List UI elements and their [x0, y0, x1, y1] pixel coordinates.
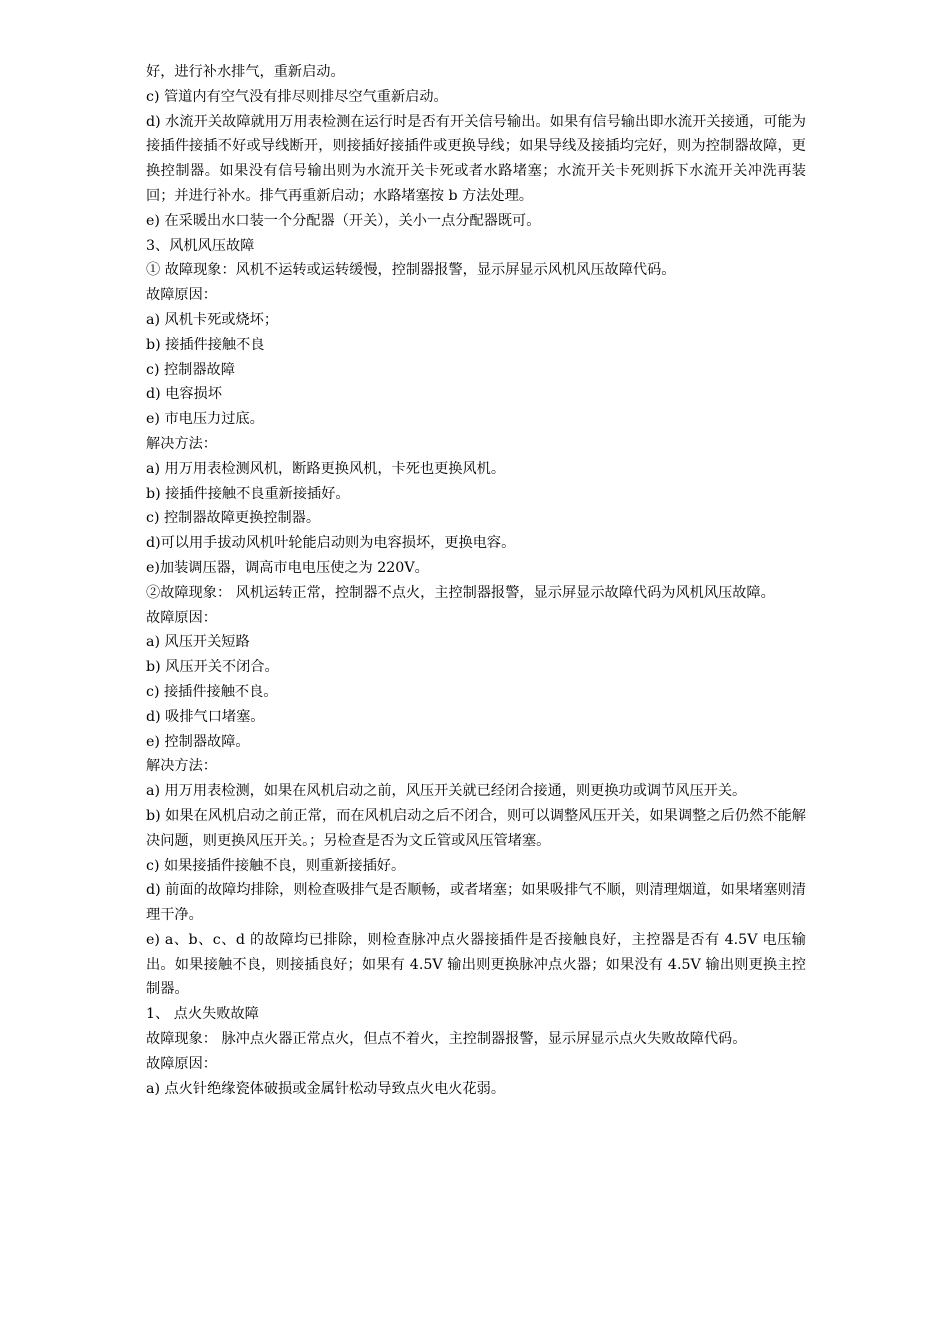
solution2-item-d: d) 前面的故障均排除，则检查吸排气是否顺畅，或者堵塞；如果吸排气不顺，则清理烟道，如果堵塞则清理干净。 — [146, 882, 806, 924]
cause2-item-c: c) 接插件接触不良。 — [146, 683, 278, 700]
solution-label-2: 解决方法： — [146, 758, 217, 775]
cause2-item-e: e) 控制器故障。 — [146, 733, 250, 750]
solution-item-a: a) 用万用表检测风机，断路更换风机，卡死也更换风机。 — [146, 460, 506, 477]
fault-cause-label: 故障原因： — [146, 287, 217, 304]
solution-label: 解决方法： — [146, 435, 217, 452]
solution2-item-e: e) a、b、c、d 的故障均已排除，则检查脉冲点火器接插件是否接触良好，主控器是否有 4.5V 电压输出。如果接触不良，则接插良好；如果有 4.5V 输出则更换脉冲点火器；如果没有 4.5V 输出则更换主控制器。 — [146, 931, 806, 998]
cause-item-a: a) 风机卡死或烧坏； — [146, 311, 279, 328]
cause2-item-a: a) 风压开关短路 — [146, 634, 250, 651]
fault-symptom-1: ① 故障现象：风机不运转或运转缓慢，控制器报警，显示屏显示风机风压故障代码。 — [146, 262, 676, 279]
section-heading-fan-pressure: 3、风机风压故障 — [146, 237, 255, 254]
text-line-2: c) 管道内有空气没有排尽则排尽空气重新启动。 — [146, 88, 448, 105]
text-line-1: 好，进行补水排气，重新启动。 — [146, 64, 345, 80]
solution2-item-a: a) 用万用表检测，如果在风机启动之前，风压开关就已经闭合接通，则更换功或调节风压开关。 — [146, 783, 747, 800]
solution-item-c: c) 控制器故障更换控制器。 — [146, 510, 321, 527]
solution-item-b: b) 接插件接触不良重新接插好。 — [146, 485, 350, 502]
solution2-item-b: b) 如果在风机启动之前正常，而在风机启动之后不闭合，则可以调整风压开关，如果调整之后仍然不能解决问题，则更换风压开关。；另检查是否为文丘管或风压管堵塞。 — [146, 807, 806, 849]
fault-cause-label-2: 故障原因： — [146, 609, 217, 626]
fault-cause-label-3: 故障原因： — [146, 1055, 217, 1072]
fault-symptom-ignition: 故障现象： 脉冲点火器正常点火，但点不着火，主控制器报警，显示屏显示点火失败故障代码。 — [146, 1031, 747, 1048]
solution2-item-c: c) 如果接插件接触不良，则重新接插好。 — [146, 857, 406, 874]
cause-item-c: c) 控制器故障 — [146, 361, 235, 378]
document-page — [146, 60, 806, 1101]
text-line-4: e) 在采暖出水口装一个分配器（开关），关小一点分配器既可。 — [146, 212, 541, 229]
cause2-item-b: b) 风压开关不闭合。 — [146, 659, 279, 676]
text-paragraph-d-water-switch: d) 水流开关故障就用万用表检测在运行时是否有开关信号输出。如果有信号输出即水流开关接通，可能为接插件接插不好或导线断开，则接插好接插件或更换导线；如果导线及接插均完好，则为控制器故障，更换控制器。如果没有信号输出则为水流开关卡死或者水路堵塞；水流开关卡死则拆下水流开关冲洗再装回；并进行补水。排气再重新启动；水路堵塞按 b 方法处理。 — [146, 113, 806, 204]
cause3-item-a: a) 点火针绝缘瓷体破损或金属针松动导致点火电火花弱。 — [146, 1080, 506, 1097]
cause2-item-d: d) 吸排气口堵塞。 — [146, 708, 265, 725]
section-heading-ignition-failure: 1、 点火失败故障 — [146, 1006, 259, 1023]
solution-item-d: d)可以用手拔动风机叶轮能启动则为电容损坏，更换电容。 — [146, 535, 516, 552]
fault-symptom-2: ②故障现象： 风机运转正常，控制器不点火，主控制器报警，显示屏显示故障代码为风机风压故障。 — [146, 584, 775, 601]
solution-item-e: e)加装调压器，调高市电电压使之为 220V。 — [146, 559, 429, 576]
cause-item-b: b) 接插件接触不良 — [146, 336, 265, 353]
cause-item-d: d) 电容损坏 — [146, 386, 222, 403]
cause-item-e: e) 市电压力过底。 — [146, 411, 264, 428]
